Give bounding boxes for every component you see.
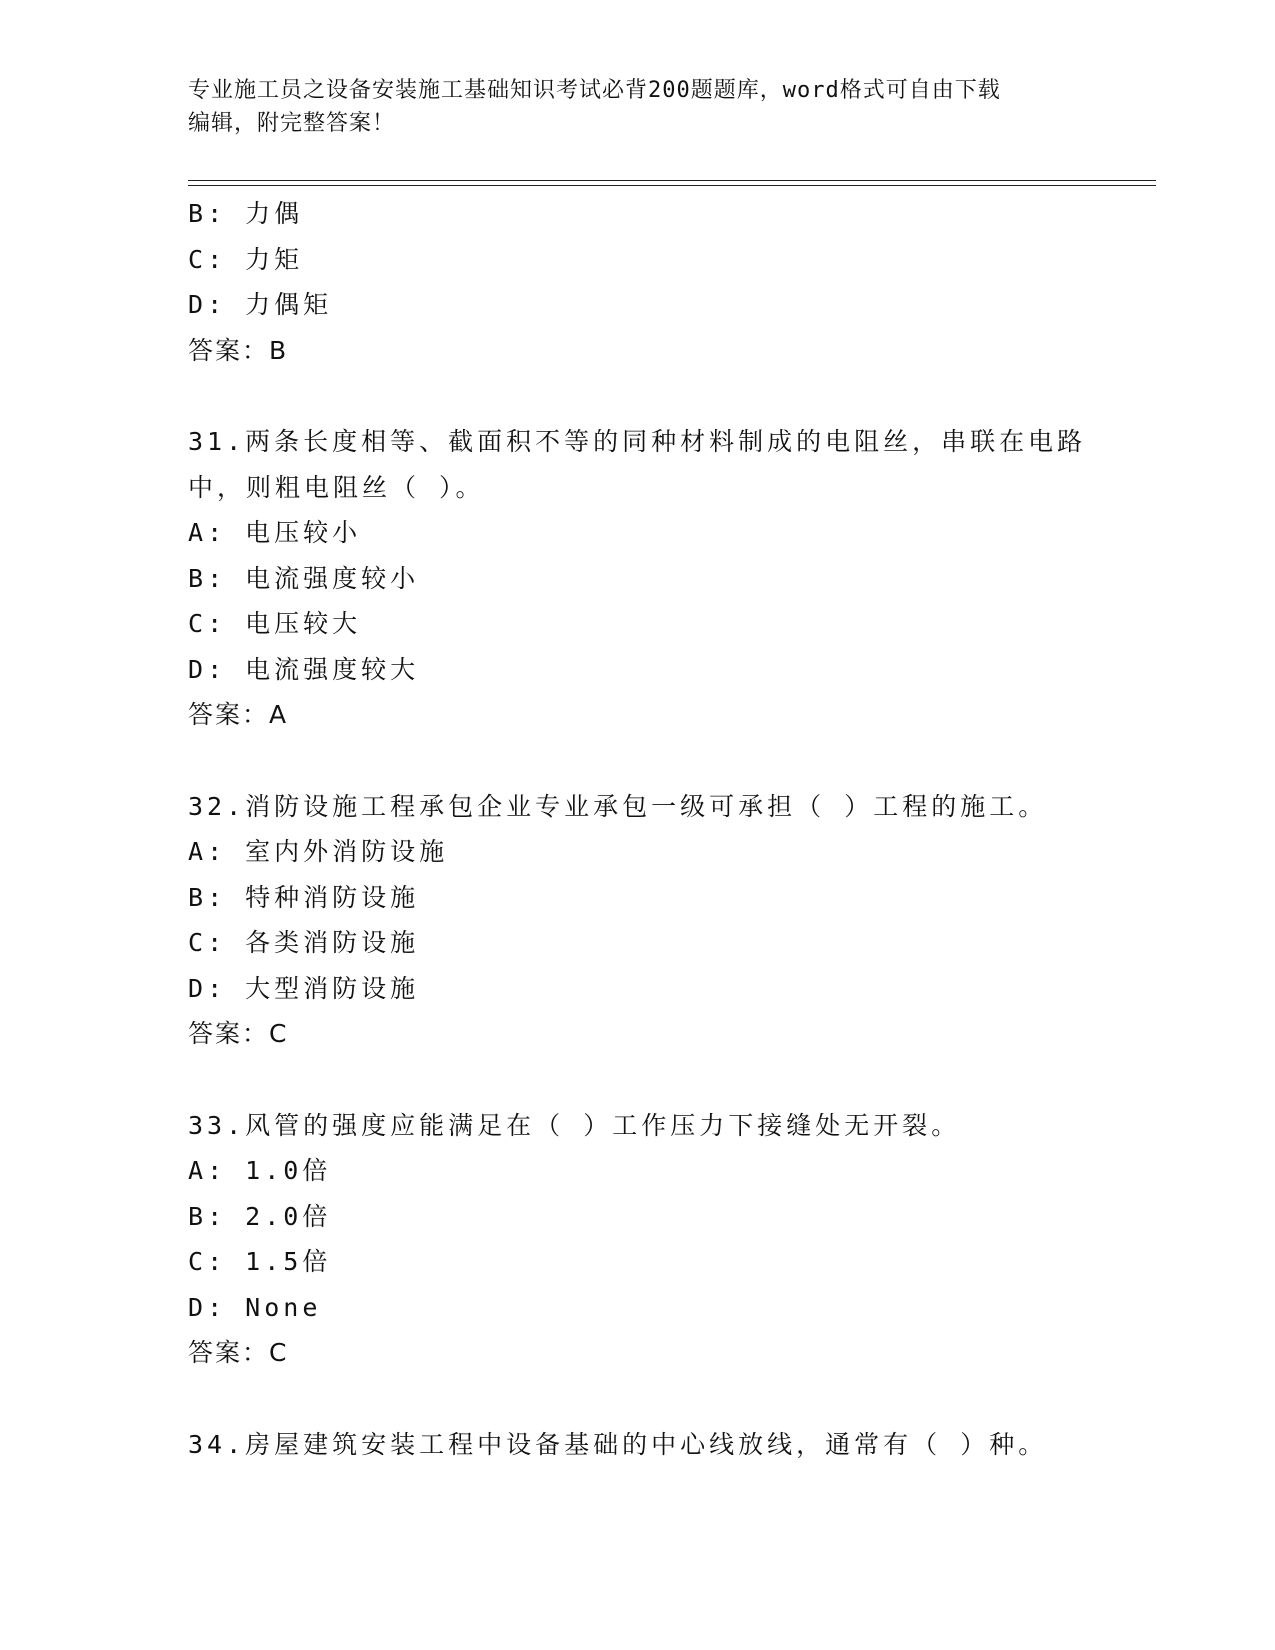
question-stem: 31.两条长度相等、截面积不等的同种材料制成的电阻丝，串联在电路 (188, 427, 1087, 456)
option-a: A: 电压较小 (188, 518, 362, 547)
option-c: C: 1.5倍 (188, 1247, 332, 1276)
option-d: D: 大型消防设施 (188, 973, 420, 1003)
option-d: D: None (188, 1292, 322, 1322)
question-list (188, 191, 1088, 1467)
option-c: C: 各类消防设施 (188, 928, 420, 957)
option-a: A: 室内外消防设施 (188, 837, 449, 866)
question-34 (188, 1422, 1088, 1468)
question-stem: 33.风管的强度应能满足在（ ）工作压力下接缝处无开裂。 (188, 1110, 961, 1140)
option-d: D: 力偶矩 (188, 290, 333, 319)
answer-text: 答案：A (188, 700, 289, 729)
option-b: B: 力偶 (188, 199, 304, 228)
question-33 (188, 1103, 1088, 1376)
question-stem: 34.房屋建筑安装工程中设备基础的中心线放线，通常有（ ）种。 (188, 1429, 1048, 1459)
header-divider (188, 180, 1156, 186)
option-d: D: 电流强度较大 (188, 654, 420, 684)
answer-text: 答案：C (188, 1019, 289, 1048)
option-a: A: 1.0倍 (188, 1156, 332, 1185)
answer-text: 答案：C (188, 1338, 289, 1367)
question-30-continued (188, 191, 1088, 373)
question-32 (188, 784, 1088, 1057)
option-c: C: 电压较大 (188, 609, 362, 638)
option-b: B: 电流强度较小 (188, 563, 420, 593)
question-stem: 32.消防设施工程承包企业专业承包一级可承担（ ）工程的施工。 (188, 791, 1048, 821)
question-31 (188, 419, 1088, 738)
option-b: B: 2.0倍 (188, 1201, 332, 1231)
header-title-line-2: 编辑，附完整答案！ (188, 111, 396, 136)
question-stem-continued: 中，则粗电阻丝（ ）。 (188, 472, 485, 502)
document-header (188, 74, 1088, 140)
answer-text: 答案：B (188, 335, 289, 365)
option-c: C: 力矩 (188, 244, 304, 274)
option-b: B: 特种消防设施 (188, 882, 420, 912)
header-title-line-1: 专业施工员之设备安装施工基础知识考试必背200题题库，word格式可自由下载 (188, 78, 1001, 103)
